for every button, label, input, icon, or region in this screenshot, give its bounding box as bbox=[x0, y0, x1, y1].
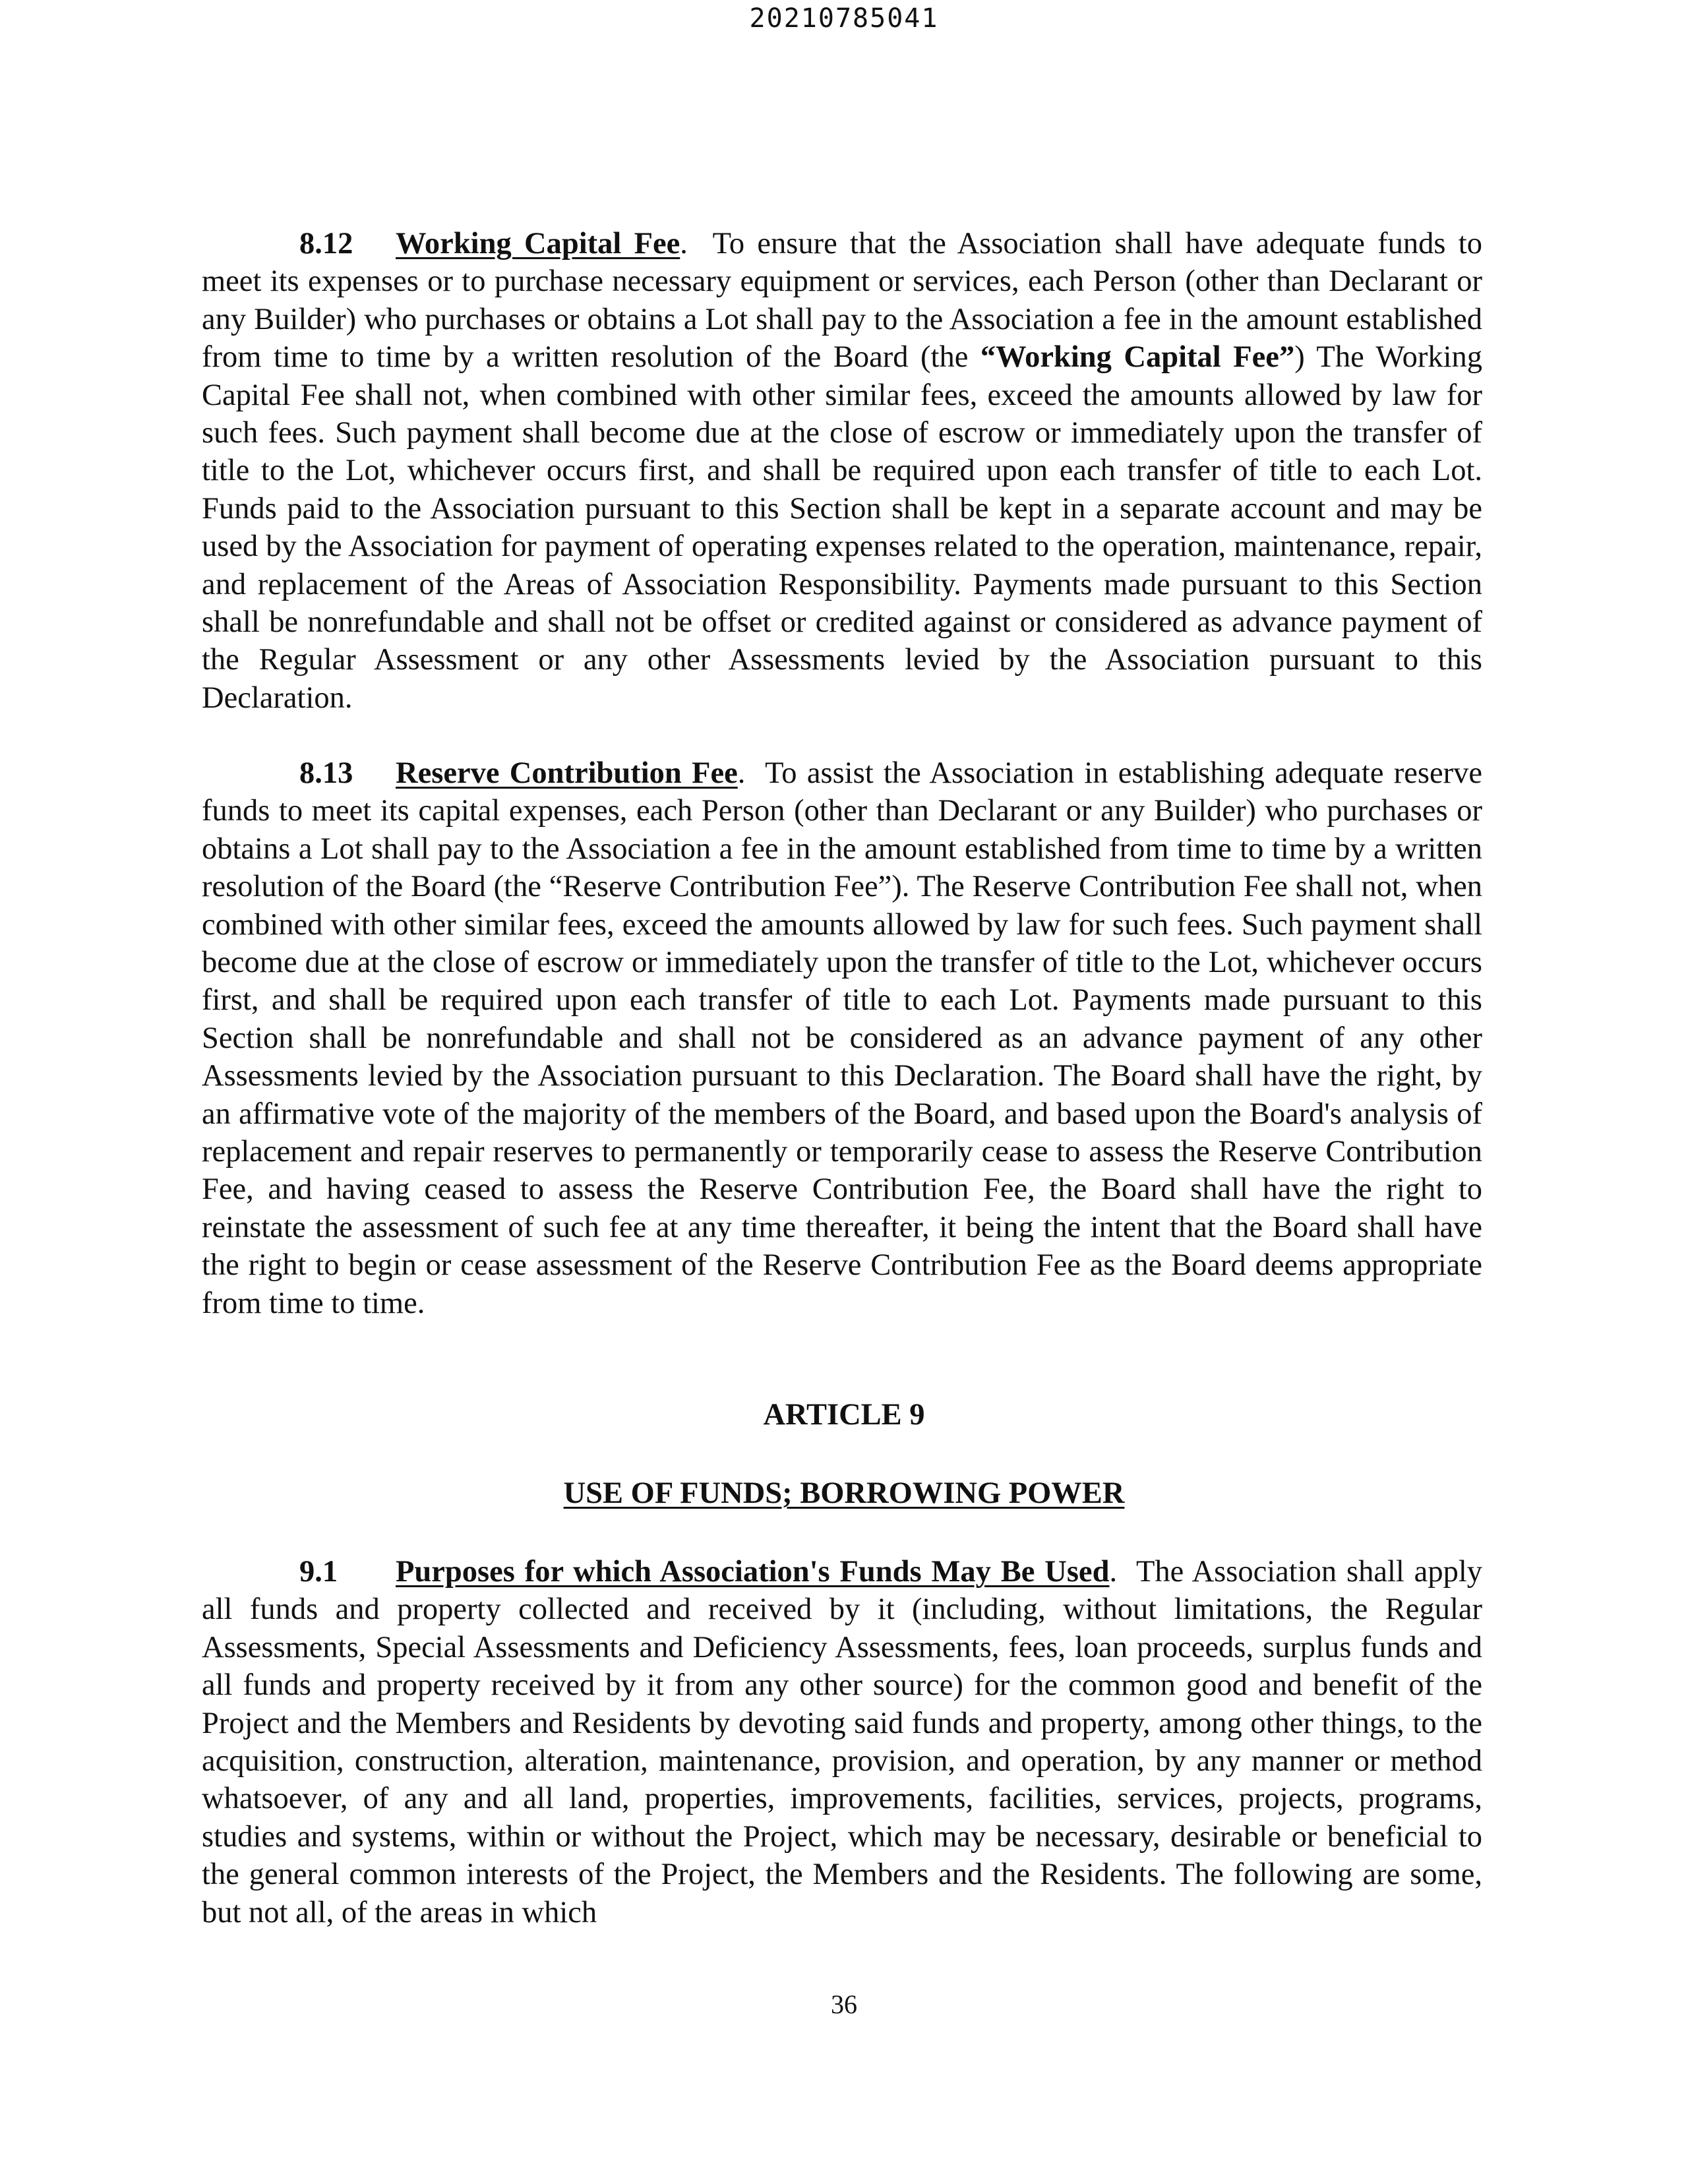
section-text: To ensure that the Association shall have adequate funds to meet its expenses or to purchase necessary equipment or services, each Person (other than Declarant or any Builder) who purchases or obtains a Lot shall pay to the Association a fee in the amount established from time to time by a written resolution of the Board (the bbox=[202, 227, 1482, 375]
section-paragraph bbox=[202, 225, 1482, 717]
section-paragraph bbox=[202, 1553, 1482, 1931]
section-text: The Association shall apply all funds and property collected and received by it (including, without limitations, the Regular Assessments, Special Assessments and Deficiency Assessments, fees, loan proceeds, surplus funds and all funds and property received by it from any other source) for the common good and benefit of the Project and the Members and Residents by devoting said funds and property, among other things, to the acquisition, construction, alteration, maintenance, provision, and operation, by any manner or method whatsoever, of any and all land, properties, improvements, facilities, services, projects, programs, studies and systems, within or without the Project, which may be necessary, desirable or beneficial to the general common interests of the Project, the Members and the Residents. The following are some, but not all, of the areas in which bbox=[202, 1555, 1482, 1929]
section-9-1 bbox=[202, 1553, 1482, 1931]
section-title-period: . bbox=[680, 227, 688, 260]
section-title-period: . bbox=[737, 756, 746, 790]
section-title-period: . bbox=[1109, 1555, 1118, 1589]
page-number: 36 bbox=[831, 1989, 857, 2019]
section-title: Purposes for which Association's Funds May Be Used bbox=[396, 1555, 1110, 1589]
section-title: Working Capital Fee bbox=[396, 227, 680, 260]
article-subtitle: USE OF FUNDS; BORROWING POWER bbox=[563, 1476, 1125, 1510]
section-text-continued: ) The Working Capital Fee shall not, when combined with other similar fees, exceed the amounts allowed by law for such fees. Such payment shall become due at the close of escrow or immediately upon the transfer of title to the Lot, whichever occurs first, and shall be required upon each transfer of title to each Lot. Funds paid to the Association pursuant to this Section shall be kept in a separate account and may be used by the Association for payment of operating expenses related to the operation, maintenance, repair, and replacement of the Areas of Association Responsibility. Payments made pursuant to this Section shall be nonrefundable and shall not be offset or credited against or considered as advance payment of the Regular Assessment or any other Assessments levied by the Association pursuant to this Declaration. bbox=[202, 340, 1482, 715]
section-text: To assist the Association in establishing adequate reserve funds to meet its capital expenses, each Person (other than Declarant or any Builder) who purchases or obtains a Lot shall pay to the Association a fee in the amount established from time to time by a written resolution of the Board (the “Reserve Contribution Fee”). The Reserve Contribution Fee shall not, when combined with other similar fees, exceed the amounts allowed by law for such fees. Such payment shall become due at the close of escrow or immediately upon the transfer of title to the Lot, whichever occurs first, and shall be required upon each transfer of title to each Lot. Payments made pursuant to this Section shall be nonrefundable and shall not be considered as an advance payment of any other Assessments levied by the Association pursuant to this Declaration. The Board shall have the right, by an affirmative vote of the majority of the members of the Board, and based upon the Board's analysis of replacement and repair reserves to permanently or temporarily cease to assess the Reserve Contribution Fee, and having ceased to assess the Reserve Contribution Fee, the Board shall have the right to reinstate the assessment of such fee at any time thereafter, it being the intent that the Board shall have the right to begin or cease assessment of the Reserve Contribution Fee as the Board deems appropriate from time to time. bbox=[202, 756, 1482, 1320]
section-paragraph bbox=[202, 754, 1482, 1322]
document-number: 20210785041 bbox=[749, 3, 939, 34]
section-number: 8.12 bbox=[299, 227, 353, 260]
section-number: 8.13 bbox=[299, 756, 353, 790]
section-8-12 bbox=[202, 225, 1482, 717]
defined-term: “Working Capital Fee” bbox=[980, 340, 1295, 375]
section-8-13 bbox=[202, 754, 1482, 1322]
article-title: ARTICLE 9 bbox=[763, 1398, 925, 1432]
section-number: 9.1 bbox=[299, 1555, 338, 1589]
section-title: Reserve Contribution Fee bbox=[396, 756, 738, 790]
